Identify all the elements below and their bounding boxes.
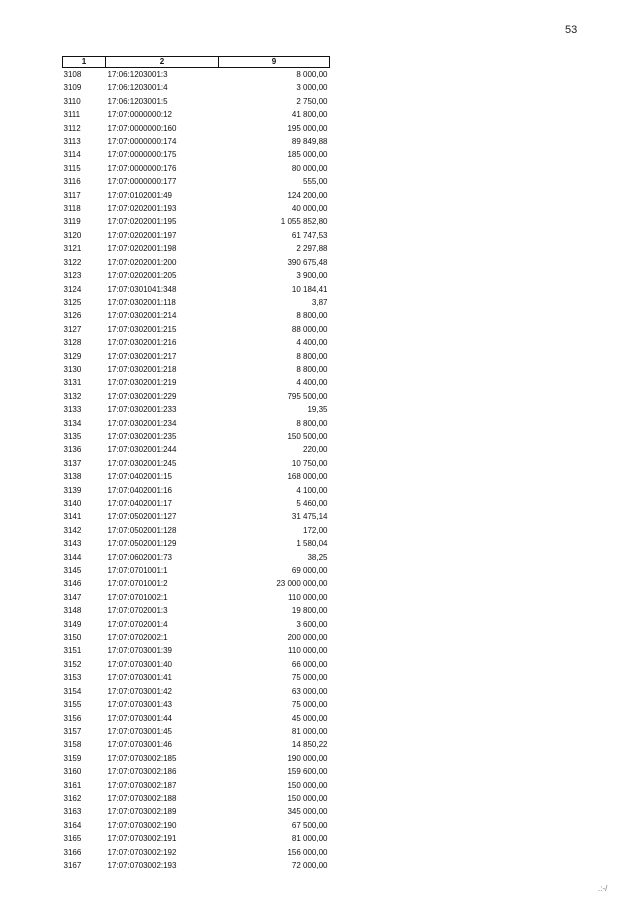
- row-number: 3165: [63, 834, 82, 844]
- table-row: [63, 591, 330, 604]
- table-row: [63, 363, 330, 376]
- cadastral-number: 17:07:0302001:215: [107, 324, 177, 334]
- row-number: 3120: [63, 230, 82, 240]
- row-number: 3137: [63, 458, 82, 468]
- cadastral-number: 17:07:0703002:191: [107, 834, 177, 844]
- value-cell: 14 850,22: [291, 740, 328, 750]
- value-cell: 1 580,04: [296, 539, 328, 549]
- cadastral-number: 17:07:0502001:128: [107, 525, 177, 535]
- table-row: [63, 577, 330, 590]
- row-number: 3158: [63, 740, 82, 750]
- table-row: [63, 175, 330, 188]
- row-number: 3157: [63, 726, 82, 736]
- value-cell: 3 000,00: [296, 83, 328, 93]
- cadastral-number: 17:07:0703002:186: [107, 767, 177, 777]
- row-number: 3127: [63, 324, 82, 334]
- value-cell: 66 000,00: [291, 659, 328, 669]
- row-number: 3162: [63, 793, 82, 803]
- table-row: [63, 162, 330, 175]
- row-number: 3132: [63, 391, 82, 401]
- value-cell: 67 500,00: [291, 820, 328, 830]
- table-row: [63, 819, 330, 832]
- row-number: 3108: [63, 70, 82, 79]
- row-number: 3167: [63, 860, 82, 870]
- cadastral-number: 17:07:0302001:233: [107, 405, 177, 415]
- table-row: [63, 618, 330, 631]
- cadastral-number: 17:07:0701001:2: [107, 579, 168, 589]
- value-cell: 4 400,00: [296, 338, 328, 348]
- cadastral-number: 17:07:0000000:12: [107, 110, 173, 120]
- table-row: [63, 644, 330, 657]
- column-header-2: 2: [106, 57, 219, 68]
- cadastral-number: 17:07:0000000:174: [107, 137, 177, 147]
- value-cell: 390 675,48: [287, 257, 328, 267]
- table-body: [63, 68, 330, 873]
- row-number: 3148: [63, 606, 82, 616]
- value-cell: 150 000,00: [287, 793, 328, 803]
- header-row: [63, 57, 330, 68]
- row-number: 3129: [63, 351, 82, 361]
- value-cell: 110 000,00: [288, 592, 328, 602]
- table-row: [63, 832, 330, 845]
- value-cell: 23 000 000,00: [276, 579, 328, 589]
- value-cell: 168 000,00: [287, 472, 328, 482]
- row-number: 3163: [63, 807, 82, 817]
- row-number: 3109: [63, 83, 82, 93]
- row-number: 3141: [63, 512, 82, 522]
- table-row: [63, 470, 330, 483]
- value-cell: 75 000,00: [291, 700, 328, 710]
- cadastral-number: 17:07:0202001:198: [107, 244, 177, 254]
- value-cell: 172,00: [303, 525, 328, 535]
- table-row: [63, 202, 330, 215]
- cadastral-number: 17:07:0102001:49: [107, 190, 173, 200]
- cadastral-number: 17:07:0502001:127: [107, 512, 177, 522]
- cadastral-number: 17:07:0703002:193: [107, 860, 177, 870]
- cadastral-number: 17:07:0702001:3: [107, 606, 168, 616]
- cadastral-number: 17:07:0701001:1: [107, 566, 168, 576]
- cadastral-number: 17:07:0402001:16: [107, 485, 173, 495]
- table-row: [63, 189, 330, 202]
- cadastral-number: 17:07:0703001:40: [107, 659, 173, 669]
- table-row: [63, 296, 330, 309]
- table-row: [63, 309, 330, 322]
- value-cell: 159 600,00: [287, 767, 328, 777]
- value-cell: 8 800,00: [296, 418, 328, 428]
- table-row: [63, 256, 330, 269]
- value-cell: 3 900,00: [296, 271, 328, 281]
- table-row: [63, 497, 330, 510]
- table-row: [63, 685, 330, 698]
- row-number: 3138: [63, 472, 82, 482]
- value-cell: 63 000,00: [291, 686, 328, 696]
- cadastral-number: 17:07:0000000:160: [107, 123, 177, 133]
- cadastral-number: 17:06:1203001:5: [107, 96, 168, 106]
- table-row: [63, 443, 330, 456]
- cadastral-number: 17:07:0703001:39: [107, 646, 173, 656]
- row-number: 3134: [63, 418, 82, 428]
- table-row: [63, 417, 330, 430]
- table-row: [63, 336, 330, 349]
- row-number: 3144: [63, 552, 82, 562]
- row-number: 3122: [63, 257, 82, 267]
- value-cell: 5 460,00: [296, 499, 328, 508]
- value-cell: 150 500,00: [287, 431, 328, 441]
- value-cell: 72 000,00: [291, 860, 328, 870]
- row-number: 3121: [63, 244, 82, 254]
- table-row: [63, 135, 330, 148]
- row-number: 3124: [63, 284, 82, 294]
- cadastral-number: 17:07:0703001:45: [107, 726, 173, 736]
- table-row: [63, 564, 330, 577]
- cadastral-number: 17:07:0703002:189: [107, 807, 177, 817]
- table-row: [63, 752, 330, 765]
- cadastral-number: 17:07:0202001:197: [107, 230, 177, 240]
- row-number: 3135: [63, 431, 82, 441]
- table-row: [63, 779, 330, 792]
- table-row: [63, 631, 330, 644]
- cadastral-number: 17:06:1203001:3: [107, 70, 168, 79]
- row-number: 3130: [63, 364, 82, 374]
- row-number: 3115: [63, 163, 81, 173]
- row-number: 3150: [63, 633, 82, 643]
- value-cell: 2 297,88: [296, 244, 328, 254]
- cadastral-number: 17:07:0402001:15: [107, 472, 173, 482]
- cadastral-number: 17:07:0302001:219: [107, 378, 177, 388]
- column-header-9: 9: [219, 57, 330, 68]
- table-row: [63, 551, 330, 564]
- row-number: 3160: [63, 767, 82, 777]
- table-row: [63, 269, 330, 282]
- row-number: 3145: [63, 566, 82, 576]
- row-number: 3112: [63, 123, 81, 133]
- table-row: [63, 108, 330, 121]
- value-cell: 195 000,00: [287, 123, 328, 133]
- cadastral-number: 17:07:0302001:245: [107, 458, 177, 468]
- table-row: [63, 524, 330, 537]
- table-row: [63, 283, 330, 296]
- value-cell: 220,00: [303, 445, 328, 455]
- table-row: [63, 323, 330, 336]
- value-cell: 19,35: [307, 405, 328, 415]
- value-cell: 41 800,00: [291, 110, 328, 120]
- value-cell: 10 184,41: [291, 284, 328, 294]
- value-cell: 81 000,00: [291, 726, 328, 736]
- row-number: 3110: [63, 96, 81, 106]
- cadastral-number: 17:07:0703002:187: [107, 780, 177, 790]
- value-cell: 185 000,00: [287, 150, 328, 160]
- row-number: 3136: [63, 445, 82, 455]
- value-cell: 4 100,00: [296, 485, 328, 495]
- table-row: [63, 698, 330, 711]
- value-cell: 8 800,00: [296, 364, 328, 374]
- row-number: 3117: [63, 190, 81, 200]
- row-number: 3161: [63, 780, 82, 790]
- cadastral-number: 17:07:0702002:1: [107, 633, 168, 643]
- table-row: [63, 712, 330, 725]
- table-row: [63, 658, 330, 671]
- value-cell: 8 800,00: [296, 351, 328, 361]
- row-number: 3143: [63, 539, 82, 549]
- table-row: [63, 805, 330, 818]
- row-number: 3164: [63, 820, 82, 830]
- table-row: [63, 484, 330, 497]
- table-row: [63, 792, 330, 805]
- row-number: 3155: [63, 700, 82, 710]
- cadastral-number: 17:07:0302001:218: [107, 364, 177, 374]
- table-row: [63, 376, 330, 389]
- row-number: 3159: [63, 753, 82, 763]
- value-cell: 124 200,00: [287, 190, 328, 200]
- table-row: [63, 859, 330, 872]
- value-cell: 3,87: [311, 297, 328, 307]
- cadastral-number: 17:07:0302001:234: [107, 418, 177, 428]
- cadastral-number: 17:07:0703002:192: [107, 847, 177, 857]
- row-number: 3131: [63, 378, 82, 388]
- table-row: [63, 350, 330, 363]
- value-cell: 555,00: [303, 177, 328, 187]
- table-row: [63, 68, 330, 82]
- table-row: [63, 242, 330, 255]
- table-row: [63, 229, 330, 242]
- value-cell: 69 000,00: [291, 566, 328, 576]
- row-number: 3119: [63, 217, 81, 227]
- value-cell: 8 000,00: [296, 70, 328, 79]
- value-cell: 75 000,00: [291, 673, 328, 683]
- value-cell: 81 000,00: [291, 834, 328, 844]
- cadastral-number: 17:07:0302001:244: [107, 445, 177, 455]
- value-cell: 38,25: [307, 552, 328, 562]
- row-number: 3147: [63, 592, 82, 602]
- cadastral-number: 17:07:0701002:1: [107, 592, 168, 602]
- cadastral-number: 17:07:0703002:185: [107, 753, 177, 763]
- cadastral-number: 17:07:0602001:73: [107, 552, 173, 562]
- table-row: [63, 430, 330, 443]
- cadastral-number: 17:07:0302001:118: [107, 297, 176, 307]
- table-row: [63, 403, 330, 416]
- table-row: [63, 95, 330, 108]
- value-cell: 190 000,00: [287, 753, 328, 763]
- value-cell: 31 475,14: [291, 512, 328, 522]
- cadastral-number: 17:07:0202001:200: [107, 257, 177, 267]
- value-cell: 10 750,00: [291, 458, 328, 468]
- value-cell: 61 747,53: [291, 230, 328, 240]
- cadastral-number: 17:07:0702001:4: [107, 619, 168, 629]
- value-cell: 2 750,00: [296, 96, 328, 106]
- cadastral-number: 17:07:0402001:17: [107, 499, 173, 508]
- table-row: [63, 537, 330, 550]
- cadastral-number: 17:07:0302001:235: [107, 431, 177, 441]
- row-number: 3166: [63, 847, 82, 857]
- cadastral-number: 17:07:0202001:193: [107, 204, 177, 214]
- row-number: 3116: [63, 177, 81, 187]
- value-cell: 795 500,00: [287, 391, 328, 401]
- cadastral-number: 17:07:0302001:214: [107, 311, 177, 321]
- value-cell: 40 000,00: [291, 204, 328, 214]
- table-row: [63, 725, 330, 738]
- row-number: 3128: [63, 338, 82, 348]
- table-row: [63, 390, 330, 403]
- cadastral-number: 17:07:0703002:190: [107, 820, 177, 830]
- cadastral-number: 17:07:0703001:41: [107, 673, 173, 683]
- row-number: 3146: [63, 579, 82, 589]
- register-table: [62, 56, 330, 872]
- row-number: 3151: [63, 646, 82, 656]
- cadastral-number: 17:06:1203001:4: [107, 83, 168, 93]
- cadastral-number: 17:07:0000000:177: [107, 177, 177, 187]
- cadastral-number: 17:07:0703001:44: [107, 713, 173, 723]
- value-cell: 156 000,00: [287, 847, 328, 857]
- row-number: 3142: [63, 525, 82, 535]
- cadastral-number: 17:07:0302001:217: [107, 351, 177, 361]
- cadastral-number: 17:07:0302001:229: [107, 391, 177, 401]
- row-number: 3123: [63, 271, 82, 281]
- row-number: 3111: [63, 110, 81, 120]
- row-number: 3126: [63, 311, 82, 321]
- cadastral-number: 17:07:0202001:205: [107, 271, 177, 281]
- table-row: [63, 457, 330, 470]
- table-row: [63, 604, 330, 617]
- value-cell: 45 000,00: [291, 713, 328, 723]
- cadastral-number: 17:07:0703001:46: [107, 740, 173, 750]
- table-row: [63, 510, 330, 523]
- value-cell: 80 000,00: [291, 163, 328, 173]
- table-row: [63, 765, 330, 778]
- cadastral-number: 17:07:0301041:348: [107, 284, 177, 294]
- value-cell: 8 800,00: [296, 311, 328, 321]
- row-number: 3113: [63, 137, 81, 147]
- cadastral-number: 17:07:0703002:188: [107, 793, 177, 803]
- value-cell: 1 055 852,80: [280, 217, 328, 227]
- value-cell: 88 000,00: [291, 324, 328, 334]
- value-cell: 110 000,00: [288, 646, 328, 656]
- row-number: 3149: [63, 619, 82, 629]
- row-number: 3133: [63, 405, 82, 415]
- corner-mark: .:-/: [598, 884, 608, 893]
- value-cell: 4 400,00: [296, 378, 328, 388]
- table-row: [63, 122, 330, 135]
- table-row: [63, 148, 330, 161]
- cadastral-number: 17:07:0000000:175: [107, 150, 177, 160]
- row-number: 3156: [63, 713, 82, 723]
- row-number: 3153: [63, 673, 82, 683]
- row-number: 3154: [63, 686, 82, 696]
- table-row: [63, 215, 330, 228]
- value-cell: 19 800,00: [291, 606, 328, 616]
- table-row: [63, 846, 330, 859]
- cadastral-number: 17:07:0502001:129: [107, 539, 177, 549]
- value-cell: 345 000,00: [287, 807, 328, 817]
- table-row: [63, 671, 330, 684]
- value-cell: 150 000,00: [287, 780, 328, 790]
- table-row: [63, 81, 330, 94]
- row-number: 3118: [63, 204, 81, 214]
- row-number: 3152: [63, 659, 82, 669]
- row-number: 3114: [63, 150, 81, 160]
- row-number: 3139: [63, 485, 82, 495]
- row-number: 3140: [63, 499, 82, 508]
- cadastral-number: 17:07:0302001:216: [107, 338, 177, 348]
- column-header-1: 1: [63, 57, 106, 68]
- cadastral-number: 17:07:0202001:195: [107, 217, 177, 227]
- table-row: [63, 738, 330, 751]
- value-cell: 3 600,00: [296, 619, 328, 629]
- cadastral-number: 17:07:0000000:176: [107, 163, 177, 173]
- cadastral-number: 17:07:0703001:43: [107, 700, 173, 710]
- page-number: 53: [565, 24, 578, 36]
- cadastral-number: 17:07:0703001:42: [107, 686, 173, 696]
- value-cell: 200 000,00: [287, 633, 328, 643]
- row-number: 3125: [63, 297, 82, 307]
- value-cell: 89 849,88: [291, 137, 328, 147]
